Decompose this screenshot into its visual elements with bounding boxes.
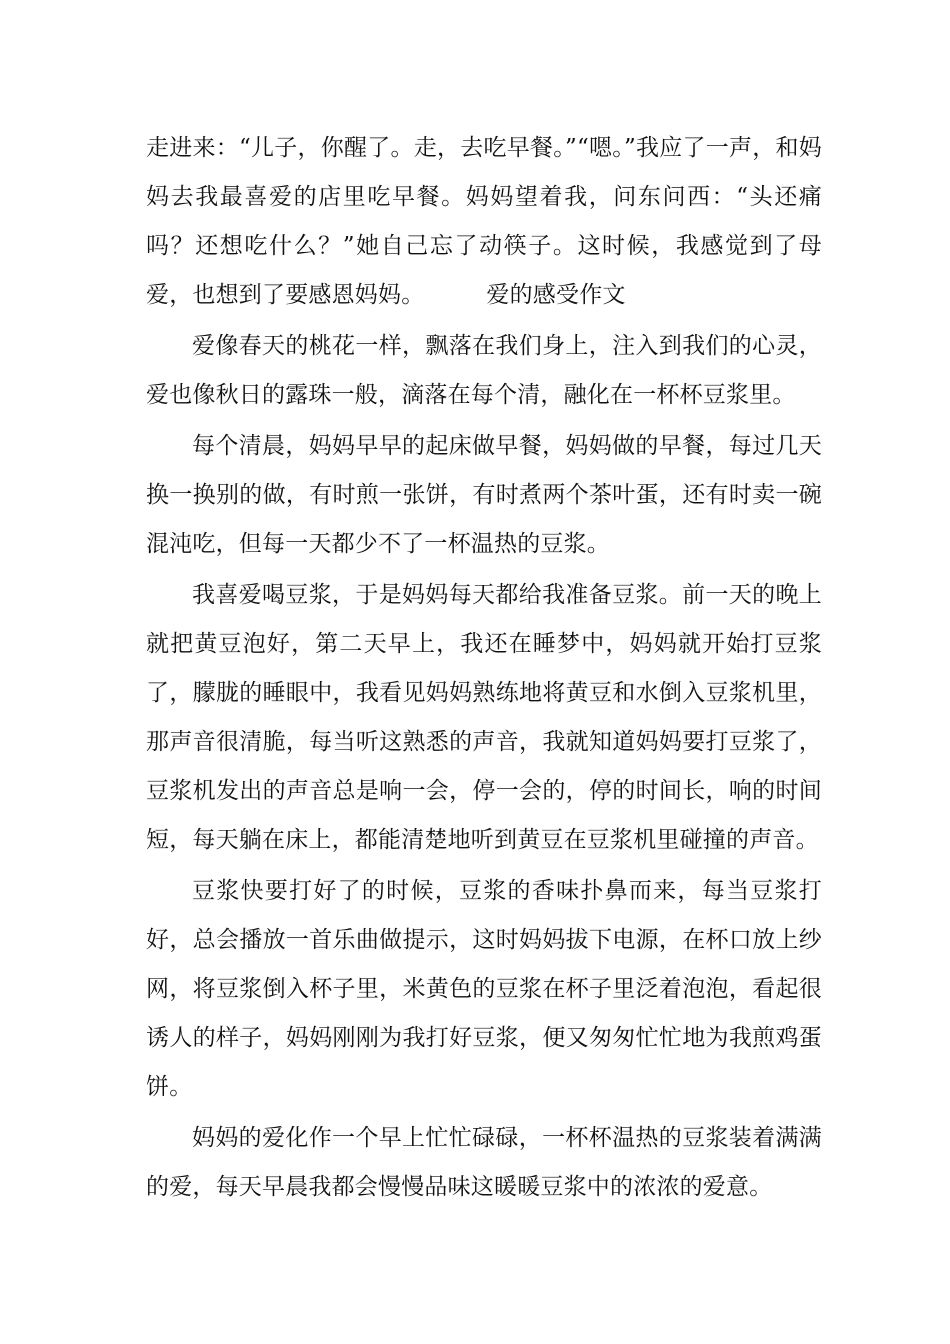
- paragraph-3: 我喜爱喝豆浆，于是妈妈每天都给我准备豆浆。前一天的晚上就把黄豆泡好，第二天早上，我还在睡梦中，妈妈就开始打豆浆了，朦胧的睡眼中，我看见妈妈熟练地将黄豆和水倒入豆浆机里，那声音很清脆，每当听这熟悉的声音，我就知道妈妈要打豆浆了，豆浆机发出的声音总是响一会，停一会的，停的时间长，响的时间短，每天躺在床上，都能清楚地听到黄豆在豆浆机里碰撞的声音。: [146, 582, 822, 853]
- essay-title: 爱的感受作文: [486, 282, 626, 308]
- document-body: [146, 124, 822, 1212]
- continued-paragraph-text: 走进来：“儿子，你醒了。走，去吃早餐。”“嗯。”我应了一声，和妈妈去我最喜爱的店里吃早餐。妈妈望着我，问东问西：“头还痛吗？还想吃什么？”她自己忘了动筷子。这时候，我感觉到了母爱，也想到了要感恩妈妈。: [146, 135, 822, 308]
- paragraph-1: 爱像春天的桃花一样，飘落在我们身上，注入到我们的心灵，爱也像秋日的露珠一般，滴落在每个清，融化在一杯杯豆浆里。: [146, 333, 822, 408]
- paragraph-5: 妈妈的爱化作一个早上忙忙碌碌，一杯杯温热的豆浆装着满满的爱，每天早晨我都会慢慢品味这暖暖豆浆中的浓浓的爱意。: [146, 1125, 822, 1200]
- paragraph-4: 豆浆快要打好了的时候，豆浆的香味扑鼻而来，每当豆浆打好，总会播放一首乐曲做提示，这时妈妈拔下电源，在杯口放上纱网，将豆浆倒入杯子里，米黄色的豆浆在杯子里泛着泡泡，看起很诱人的样子，妈妈刚刚为我打好豆浆，便又匆匆忙忙地为我煎鸡蛋饼。: [146, 878, 822, 1100]
- continued-paragraph: [146, 124, 822, 320]
- paragraph-2: 每个清晨，妈妈早早的起床做早餐，妈妈做的早餐，每过几天换一换别的做，有时煎一张饼，有时煮两个茶叶蛋，还有时卖一碗混沌吃，但每一天都少不了一杯温热的豆浆。: [146, 433, 822, 557]
